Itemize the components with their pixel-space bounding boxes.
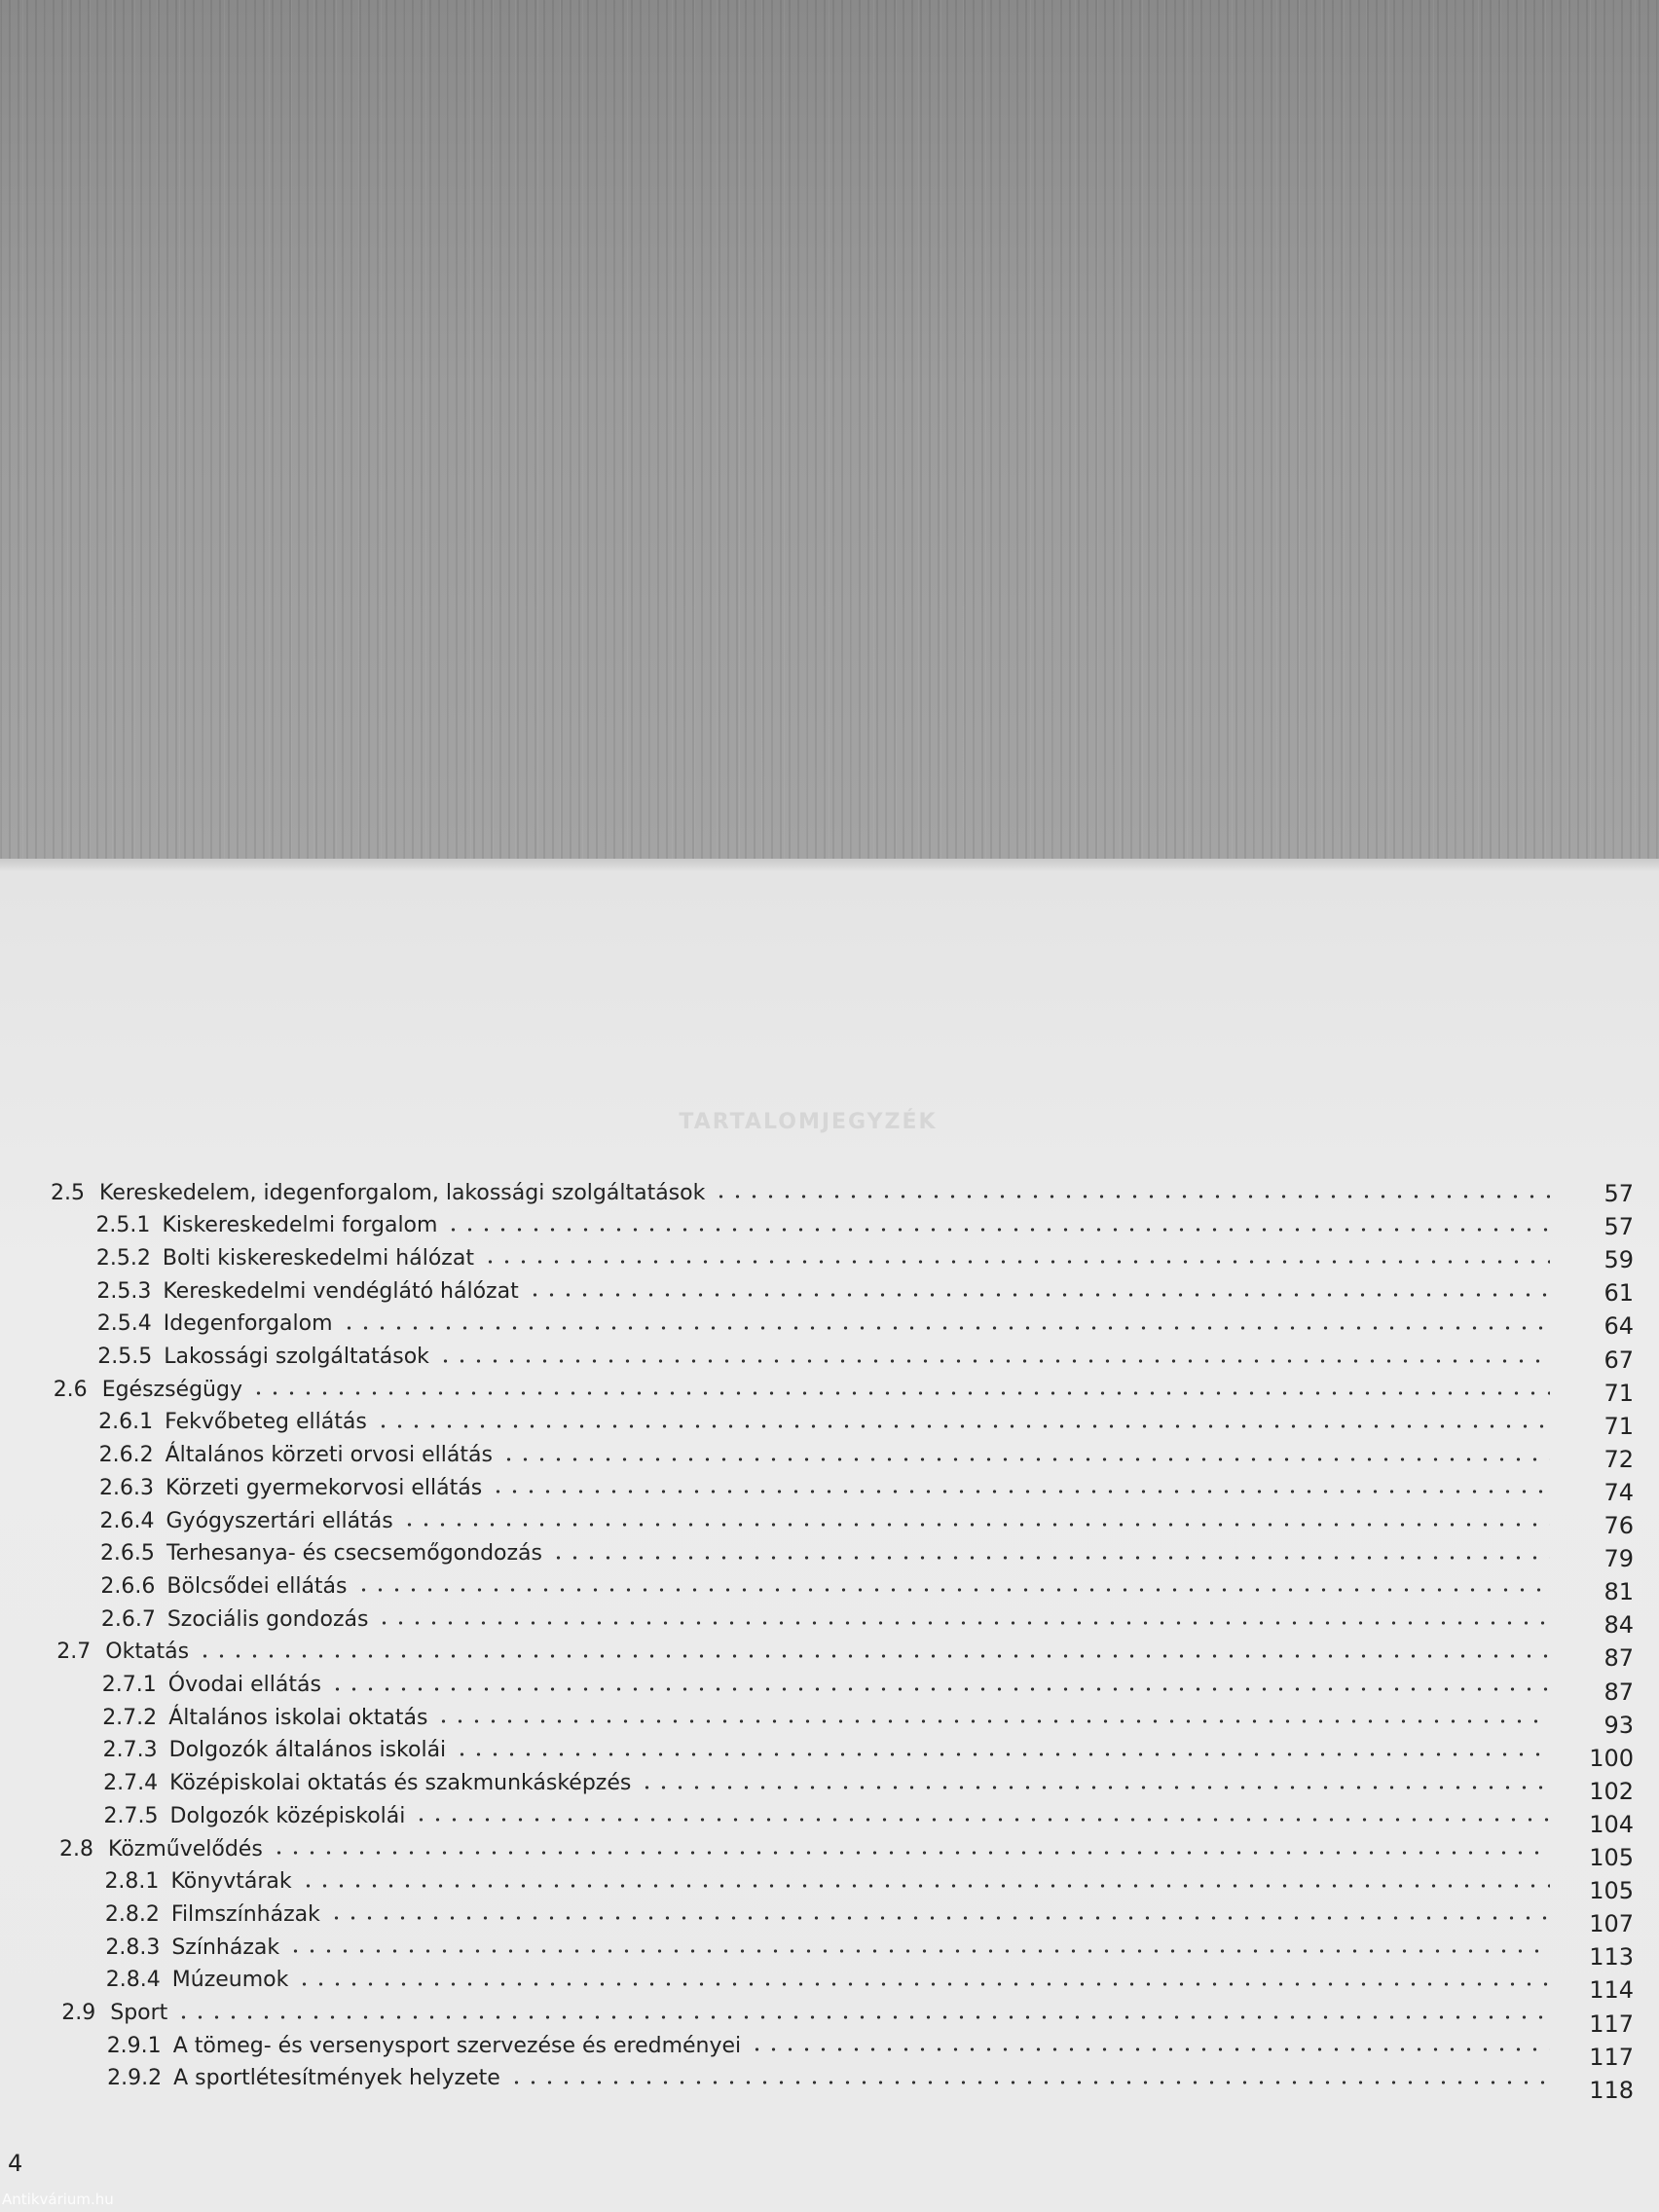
toc-entry-number: 2.7.3 — [102, 1738, 158, 1763]
toc-entry-title: Kereskedelmi vendéglátó hálózat — [163, 1278, 519, 1304]
dot-leader — [296, 1982, 1550, 1986]
toc-entry — [105, 1931, 1564, 1964]
toc-page-number: 104 — [1589, 1810, 1634, 1838]
toc-page-number: 71 — [1604, 1379, 1634, 1407]
toc-entry-number: 2.8.3 — [105, 1935, 161, 1960]
toc-entry-title: A sportlétesítmények helyzete — [173, 2066, 500, 2091]
toc-entry-number: 2.6 — [53, 1377, 88, 1402]
toc-page-number: 117 — [1589, 2009, 1634, 2038]
toc-entry — [97, 1341, 1564, 1374]
toc-entry-title: Bolti kiskereskedelmi hálózat — [162, 1245, 474, 1271]
toc-entry-title: Lakossági szolgáltatások — [164, 1345, 429, 1369]
toc-page-number: 57 — [1604, 1180, 1634, 1207]
toc-entry — [103, 1767, 1564, 1800]
toc-entry — [51, 1176, 1564, 1209]
toc-entry-number: 2.5.1 — [95, 1213, 151, 1238]
toc-entry-title: Fekvőbeteg ellátás — [165, 1410, 367, 1435]
toc-entry — [107, 2029, 1564, 2062]
toc-page-number: 67 — [1604, 1346, 1634, 1374]
toc-entry-title: Óvodai ellátás — [167, 1673, 321, 1697]
toc-page-number: 102 — [1589, 1777, 1634, 1805]
toc-page-number: 117 — [1589, 2043, 1634, 2071]
toc-entry-title: Kiskereskedelmi forgalom — [162, 1213, 438, 1238]
toc-entry-title: Egészségügy — [101, 1377, 242, 1402]
toc-entry-title: Múzeumok — [171, 1968, 289, 1993]
dot-leader — [355, 1588, 1550, 1592]
toc-entry-number: 2.9 — [61, 2001, 96, 2025]
toc-entry-title: Dolgozók általános iskolái — [168, 1738, 447, 1763]
toc-entry-title: Dolgozók középiskolái — [169, 1803, 406, 1828]
toc-entry — [99, 1439, 1564, 1472]
toc-entry-number: 2.7.2 — [102, 1705, 158, 1730]
dot-leader — [713, 1195, 1550, 1198]
dot-leader — [749, 2047, 1550, 2051]
dot-leader — [197, 1654, 1550, 1658]
toc-entry-number: 2.9.1 — [106, 2033, 162, 2058]
dot-leader — [527, 1293, 1550, 1297]
toc-page-number: 87 — [1604, 1644, 1634, 1673]
dot-leader — [376, 1621, 1550, 1625]
dot-leader — [287, 1949, 1550, 1953]
toc-entry — [102, 1701, 1564, 1734]
dot-leader — [341, 1326, 1550, 1330]
dot-leader — [508, 2081, 1550, 2084]
dot-leader — [550, 1556, 1550, 1560]
toc-page-number: 81 — [1604, 1578, 1634, 1606]
toc-entry-number: 2.7.5 — [103, 1803, 159, 1828]
toc-entry-number: 2.8.2 — [104, 1901, 160, 1927]
dot-leader — [437, 1359, 1550, 1363]
dot-leader — [445, 1228, 1550, 1232]
toc-page-number: 87 — [1604, 1677, 1634, 1706]
toc-entry-number: 2.6.6 — [100, 1573, 156, 1599]
toc-entry-title: Filmszínházak — [170, 1901, 320, 1927]
toc-page-number: 57 — [1604, 1213, 1634, 1241]
toc-entry-number: 2.5.5 — [97, 1345, 153, 1369]
toc-entry-title: Terhesanya- és csecsemőgondozás — [166, 1541, 542, 1567]
toc-entry — [101, 1603, 1564, 1636]
dot-leader — [375, 1424, 1550, 1428]
toc-page-number: 72 — [1604, 1445, 1634, 1473]
dot-leader — [250, 1391, 1550, 1395]
toc-page-number: 105 — [1589, 1844, 1634, 1871]
toc-entry-title: Színházak — [171, 1935, 280, 1960]
toc-entry-title: Kereskedelem, idegenforgalom, lakossági szolgáltatások — [99, 1180, 706, 1205]
toc-entry-title: Idegenforgalom — [163, 1311, 333, 1337]
toc-page-number: 118 — [1589, 2076, 1634, 2104]
dot-leader — [490, 1490, 1550, 1493]
toc-entry-title: Általános iskolai oktatás — [168, 1705, 428, 1730]
toc-entry-number: 2.6.2 — [98, 1443, 154, 1468]
toc-entry-title: Bölcsődei ellátás — [166, 1573, 348, 1599]
toc-entry — [99, 1471, 1564, 1504]
ghost-title: TARTALOMJEGYZÉK — [679, 1110, 938, 1134]
toc-page-number: 64 — [1604, 1312, 1634, 1341]
page-folio: 4 — [8, 2150, 23, 2177]
toc-entry-number: 2.9.2 — [107, 2066, 163, 2091]
toc-entry-title: Oktatás — [105, 1640, 190, 1665]
toc-entry-number: 2.7.1 — [101, 1673, 157, 1697]
toc-page-number: 100 — [1589, 1744, 1634, 1772]
toc-entry — [100, 1569, 1564, 1603]
dot-leader — [401, 1523, 1550, 1527]
toc-entry — [102, 1669, 1564, 1702]
page-edge — [0, 859, 1659, 872]
dot-leader — [328, 1916, 1550, 1920]
toc-entry — [105, 1898, 1564, 1931]
dot-leader — [639, 1786, 1550, 1789]
dot-leader — [175, 2015, 1550, 2019]
toc-entry — [103, 1734, 1564, 1767]
toc-entry — [96, 1274, 1564, 1308]
dot-leader — [300, 1884, 1550, 1888]
toc-entry — [104, 1865, 1564, 1899]
toc-entry — [54, 1373, 1564, 1406]
toc-entry — [61, 1997, 1564, 2030]
toc-page-number: 114 — [1589, 1976, 1634, 2005]
toc-entry — [106, 1964, 1564, 1997]
toc-entry-title: Középiskolai oktatás és szakmunkásképzés — [169, 1771, 632, 1796]
toc-entry-title: Általános körzeti orvosi ellátás — [165, 1443, 493, 1468]
toc-entry-number: 2.6.4 — [99, 1508, 155, 1533]
dot-leader — [271, 1851, 1550, 1855]
dot-leader — [454, 1752, 1550, 1756]
dot-leader — [482, 1260, 1550, 1264]
toc-entry-title: Könyvtárak — [170, 1869, 292, 1895]
toc-entry-title: Szociális gondozás — [166, 1606, 369, 1632]
toc-entry-number: 2.6.3 — [99, 1475, 155, 1500]
toc-page-number: 61 — [1604, 1279, 1634, 1308]
toc-entry-number: 2.5 — [51, 1180, 85, 1205]
toc-entry — [98, 1406, 1564, 1439]
toc-entry-number: 2.8.1 — [104, 1869, 160, 1895]
toc-entry-title: Sport — [110, 2001, 168, 2025]
toc-page-number: 113 — [1589, 1943, 1634, 1972]
toc-entry-title: Gyógyszertári ellátás — [166, 1508, 393, 1533]
toc-entry — [107, 2062, 1564, 2095]
toc-page-number: 105 — [1589, 1877, 1634, 1905]
toc-entry-title: A tömeg- és versenysport szervezése és eredményei — [172, 2033, 742, 2058]
dot-leader — [413, 1818, 1550, 1822]
toc-entry — [100, 1537, 1564, 1570]
toc-entry-number: 2.7.4 — [103, 1771, 159, 1796]
toc-entry — [100, 1504, 1565, 1537]
toc-page-number: 71 — [1604, 1412, 1634, 1440]
watermark: Antikvárium.hu — [2, 2191, 114, 2208]
toc-entry-number: 2.5.4 — [96, 1311, 152, 1337]
toc-entry-title: Körzeti gyermekorvosi ellátás — [166, 1475, 483, 1500]
toc-page-number: 93 — [1604, 1711, 1634, 1739]
toc-entry — [96, 1241, 1564, 1274]
toc-entry-number: 2.6.1 — [98, 1410, 154, 1435]
toc-entry-number: 2.6.7 — [100, 1606, 156, 1632]
toc-entry-title: Közművelődés — [108, 1836, 263, 1862]
toc-page-number: 74 — [1604, 1478, 1634, 1506]
toc-entry-number: 2.5.2 — [95, 1245, 151, 1271]
toc-page-number: 84 — [1604, 1611, 1634, 1640]
toc-entry-number: 2.7 — [56, 1640, 92, 1665]
toc-entry — [95, 1209, 1564, 1242]
dot-leader — [435, 1719, 1550, 1723]
toc-entry — [56, 1636, 1564, 1669]
toc-entry — [59, 1832, 1564, 1865]
desk-background — [0, 0, 1659, 866]
toc-entry-number: 2.6.5 — [99, 1541, 155, 1567]
toc-page-number: 107 — [1589, 1910, 1634, 1938]
dot-leader — [329, 1687, 1550, 1691]
toc-entry-number: 2.5.3 — [96, 1278, 152, 1304]
toc-entry-number: 2.8 — [59, 1836, 93, 1862]
toc-page-number: 59 — [1604, 1246, 1634, 1274]
toc-entry-number: 2.8.4 — [105, 1968, 161, 1993]
toc-page-number: 76 — [1604, 1512, 1634, 1539]
toc-page-number: 79 — [1604, 1545, 1634, 1573]
toc-entry — [97, 1308, 1564, 1341]
dot-leader — [500, 1457, 1550, 1461]
toc-entry — [104, 1799, 1564, 1832]
